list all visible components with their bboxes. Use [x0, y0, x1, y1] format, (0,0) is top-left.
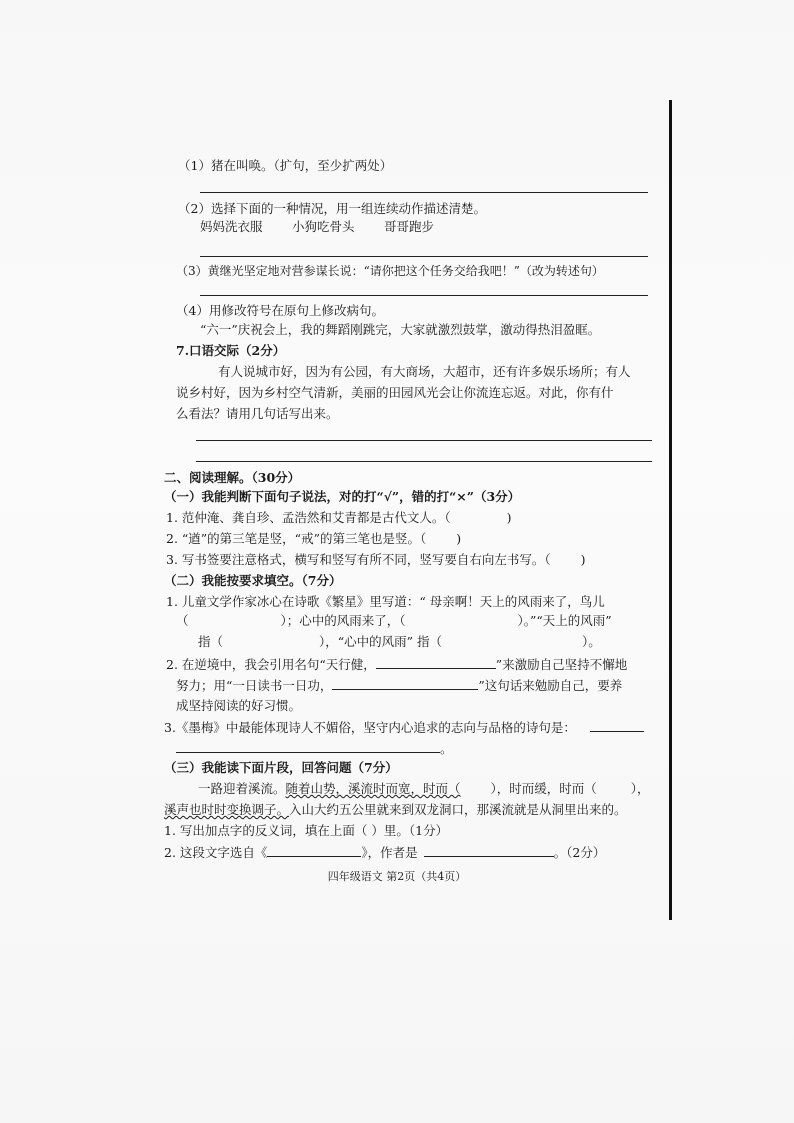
part2-q1-line1: 1. 儿童文学作家冰心在诗歌《繁星》里写道：“ 母亲啊！天上的风雨来了，鸟儿 — [166, 594, 605, 609]
answer-line-q6-3[interactable] — [200, 295, 648, 296]
part2-q2-line1: 2. 在逆境中，我会引用名句“天行健， ”来激励自己坚持不懈地 — [166, 657, 628, 672]
part2-title: （二）我能按要求填空。（7分） — [164, 573, 342, 588]
q7-paragraph-line1: 有人说城市好，因为有公园，有大商场，大超市，还有许多娱乐场所；有人 — [218, 364, 631, 379]
q6-item2: （2）选择下面的一种情况，用一组连续动作描述清楚。 — [178, 201, 486, 216]
q6-option-2: 小狗吃骨头 — [292, 219, 355, 234]
part2-q1-line3: 指（ ），“心中的风雨” 指（ ）。 — [198, 634, 601, 649]
page-footer: 四年级语文 第2页（共4页） — [327, 870, 467, 883]
part1-title: （一）我能判断下面句子说法，对的打“√”，错的打“×”（3分） — [164, 489, 521, 504]
answer-line-q7-1[interactable] — [196, 440, 652, 441]
part3-passage-line2: 溪声也时时变换调子。入山大约五公里就来到双龙洞口，那溪流就是从洞里出来的。 — [164, 802, 627, 817]
part1-item3: 3. 写书签要注意格式，横写和竖写有所不同，竖写要自右向左书写。（ ) — [166, 552, 586, 567]
part2-q3-line1: 3.《墨梅》中最能体现诗人不媚俗，坚守内心追求的志向与品格的诗句是： — [164, 719, 644, 736]
q6-item4-sentence: “六一”庆祝会上，我的舞蹈刚跳完，大家就激烈鼓掌，激动得热泪盈眶。 — [200, 322, 601, 337]
part3-q2: 2. 这段文字选自《 》，作者是 。（2分） — [164, 845, 606, 860]
answer-line-q6-1[interactable] — [200, 192, 648, 193]
part2-q2-line2: 努力；用“一日读书一日功， ”这句话来勉励自己，要养 — [176, 678, 623, 693]
q6-item4: （4）用修改符号在原句上修改病句。 — [176, 303, 384, 318]
part3-title: （三）我能读下面片段，回答问题（7分） — [164, 760, 398, 775]
q7-title: 7.口语交际（2分） — [176, 343, 286, 358]
q6-item3: （3）黄继光坚定地对营参谋长说：“请你把这个任务交给我吧！”（改为转述句） — [176, 264, 604, 278]
part1-item1: 1. 范仲淹、龚自珍、孟浩然和艾青都是古代文人。（ ) — [166, 510, 512, 525]
part3-q1: 1. 写出加点字的反义词，填在上面（ ）里。（1分） — [164, 823, 449, 838]
answer-line-q7-2[interactable] — [196, 461, 652, 462]
part2-q2-line3: 成坚持阅读的好习惯。 — [176, 698, 302, 713]
section2-title: 二、阅读理解。（30分） — [164, 470, 301, 485]
q6-item1: （1）猪在叫唤。（扩句，至少扩两处） — [178, 158, 393, 173]
answer-line-q6-2[interactable] — [200, 256, 648, 257]
part2-q1-line2: （ ）；心中的风雨来了，（ ）。”“天上的风雨” — [176, 613, 612, 628]
q6-option-1: 妈妈洗衣服 — [200, 219, 263, 234]
q7-paragraph-line2: 说乡村好，因为乡村空气清新，美丽的田园风光会让你流连忘返。对此，你有什 — [176, 385, 614, 400]
q6-option-3: 哥哥跑步 — [384, 219, 435, 234]
part1-item2: 2. “遒”的第三笔是竖，“戒”的第三笔也是竖。（ ) — [166, 531, 462, 546]
part2-q3-line2: 。 — [176, 740, 453, 757]
part3-passage-line1: 一路迎着溪流。随着山势，溪流时而宽，时而（ ），时而缓，时而（ ）， — [198, 781, 650, 796]
q7-paragraph-line3: 么看法？请用几句话写出来。 — [176, 406, 339, 421]
